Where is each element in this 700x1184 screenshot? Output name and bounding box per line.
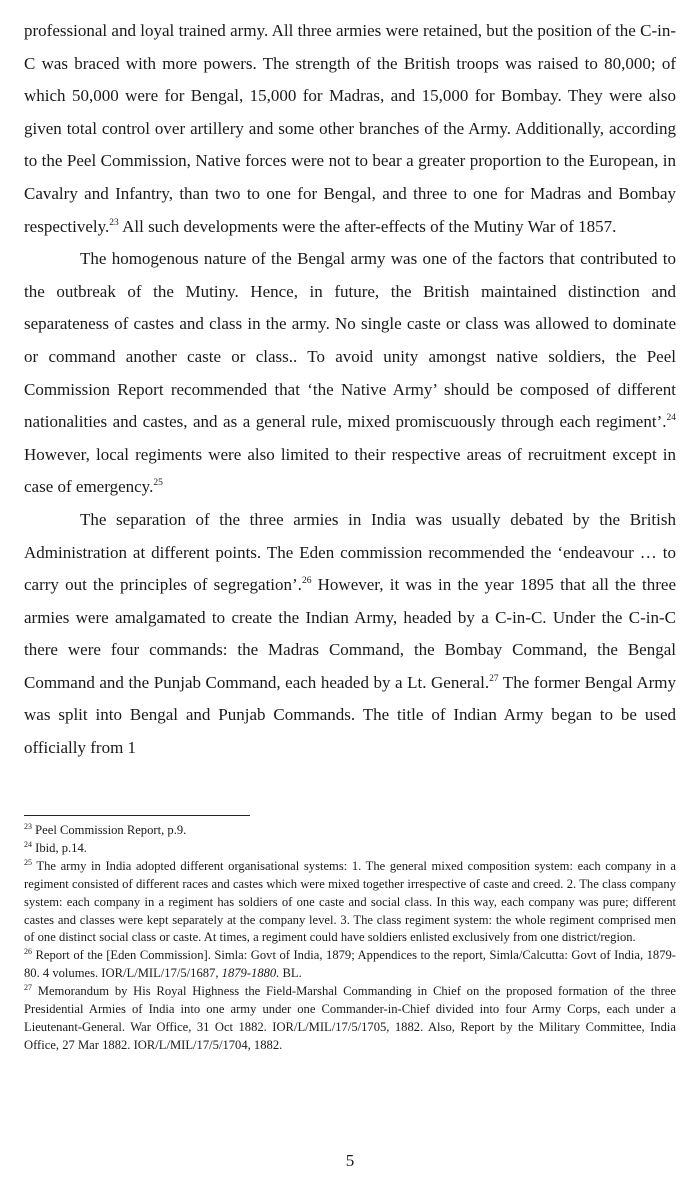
footnote-27: $^{27}$ Memorandum by His Royal Highness the Field-Marshal Commanding in Chief on the proposed formation of the three Presidential Armies of India into one army under one Commander-in-Chief divided into four Army Corps, each under a Lieutenant-General. War Office, 31 Oct 1882. IOR/L/MIL/17/5/1705, 1882. Also, Report by the Military Committee, India Office, 27 Mar 1882. IOR/L/MIL/17/5/1704, 1882.: [24, 983, 676, 1052]
footnote-separator: [24, 815, 250, 816]
body-text: [24, 15, 676, 765]
footnote-ref-25[interactable]: 25: [153, 478, 163, 489]
footnote-ref-26[interactable]: 26: [301, 576, 312, 587]
footnote-ref-24[interactable]: 24: [666, 413, 676, 424]
footnote-ref-27[interactable]: 27: [489, 673, 499, 684]
footnote-25: $^{25}$ The army in India adopted different organisational systems: 1. The general mixed composition system: each company in a regiment consisted of different races and castes which were mixed together irrespective of caste and creed. 2. The class company system: each company in a regiment has soldiers of one caste and social class. In this way, each company was pure; different castes and classes were kept separately at the company level. 3. The class regiment system: the whole regiment comprised men of one distinct social class or caste. At times, a regiment could have soldiers enlisted exclusively from one district/region.: [24, 857, 677, 945]
paragraph-3: The separation of the three armies in India was usually debated by the British Administration at different points. The Eden commission recommended the ‘endeavour … to carry out the principles of segregation’.$^{26}$ However, it was in the year 1895 that all the three armies were amalgamated to create the Indian Army, headed by a C-in-C. Under the C-in-C there were four commands: the Madras Command, the Bombay Command, the Bengal Command and the Punjab Command, each headed by a Lt. General.$^{27}$ The former Bengal Army was split into Bengal and Punjab Commands. The title of Indian Army began to be used officially from 1: [24, 509, 676, 758]
footnote-23: $^{23}$ Peel Commission Report, p.9.: [24, 822, 187, 837]
footnote-24: $^{24}$ Ibid, p.14.: [24, 839, 87, 855]
page-number: 5: [345, 1151, 355, 1170]
footnotes: [24, 822, 676, 1055]
footnote-ref-23[interactable]: 23: [109, 217, 119, 228]
paragraph-2: The homogenous nature of the Bengal army was one of the factors that contributed to the outbreak of the Mutiny. Hence, in future, the British maintained distinction and separateness of castes and class in the army. No single caste or class was allowed to dominate or command another caste or class.. To avoid unity amongst native soldiers, the Peel Commission Report recommended that ‘the Native Army’ should be composed of different nationalities and castes, and as a general rule, mixed promiscuously through each regiment’.$^{24}$ However, local regiments were also limited to their respective areas of recruitment except in case of emergency.$^{25}$: [24, 249, 676, 497]
footnote-26: $^{26}$ Report of the [Eden Commission]. Simla: Govt of India, 1879; Appendices to the report, Simla/Calcutta: Govt of India, 1879-80. 4 volumes. IOR/L/MIL/17/5/1687, 1879-1880. BL.: [24, 947, 676, 981]
paragraph-1: professional and loyal trained army. All three armies were retained, but the position of the C-in-C was braced with more powers. The strength of the British troops was raised to 80,000; of which 50,000 were for Bengal, 15,000 for Madras, and 15,000 for Bombay. They were also given total control over artillery and some other branches of the Army. Additionally, according to the Peel Commission, Native forces were not to bear a greater proportion to the European, in Cavalry and Infantry, than two to one for Bengal, and three to one for Madras and Bombay respectively.$^{23}$ All such developments were the after-effects of the Mutiny War of 1857.: [24, 21, 676, 236]
